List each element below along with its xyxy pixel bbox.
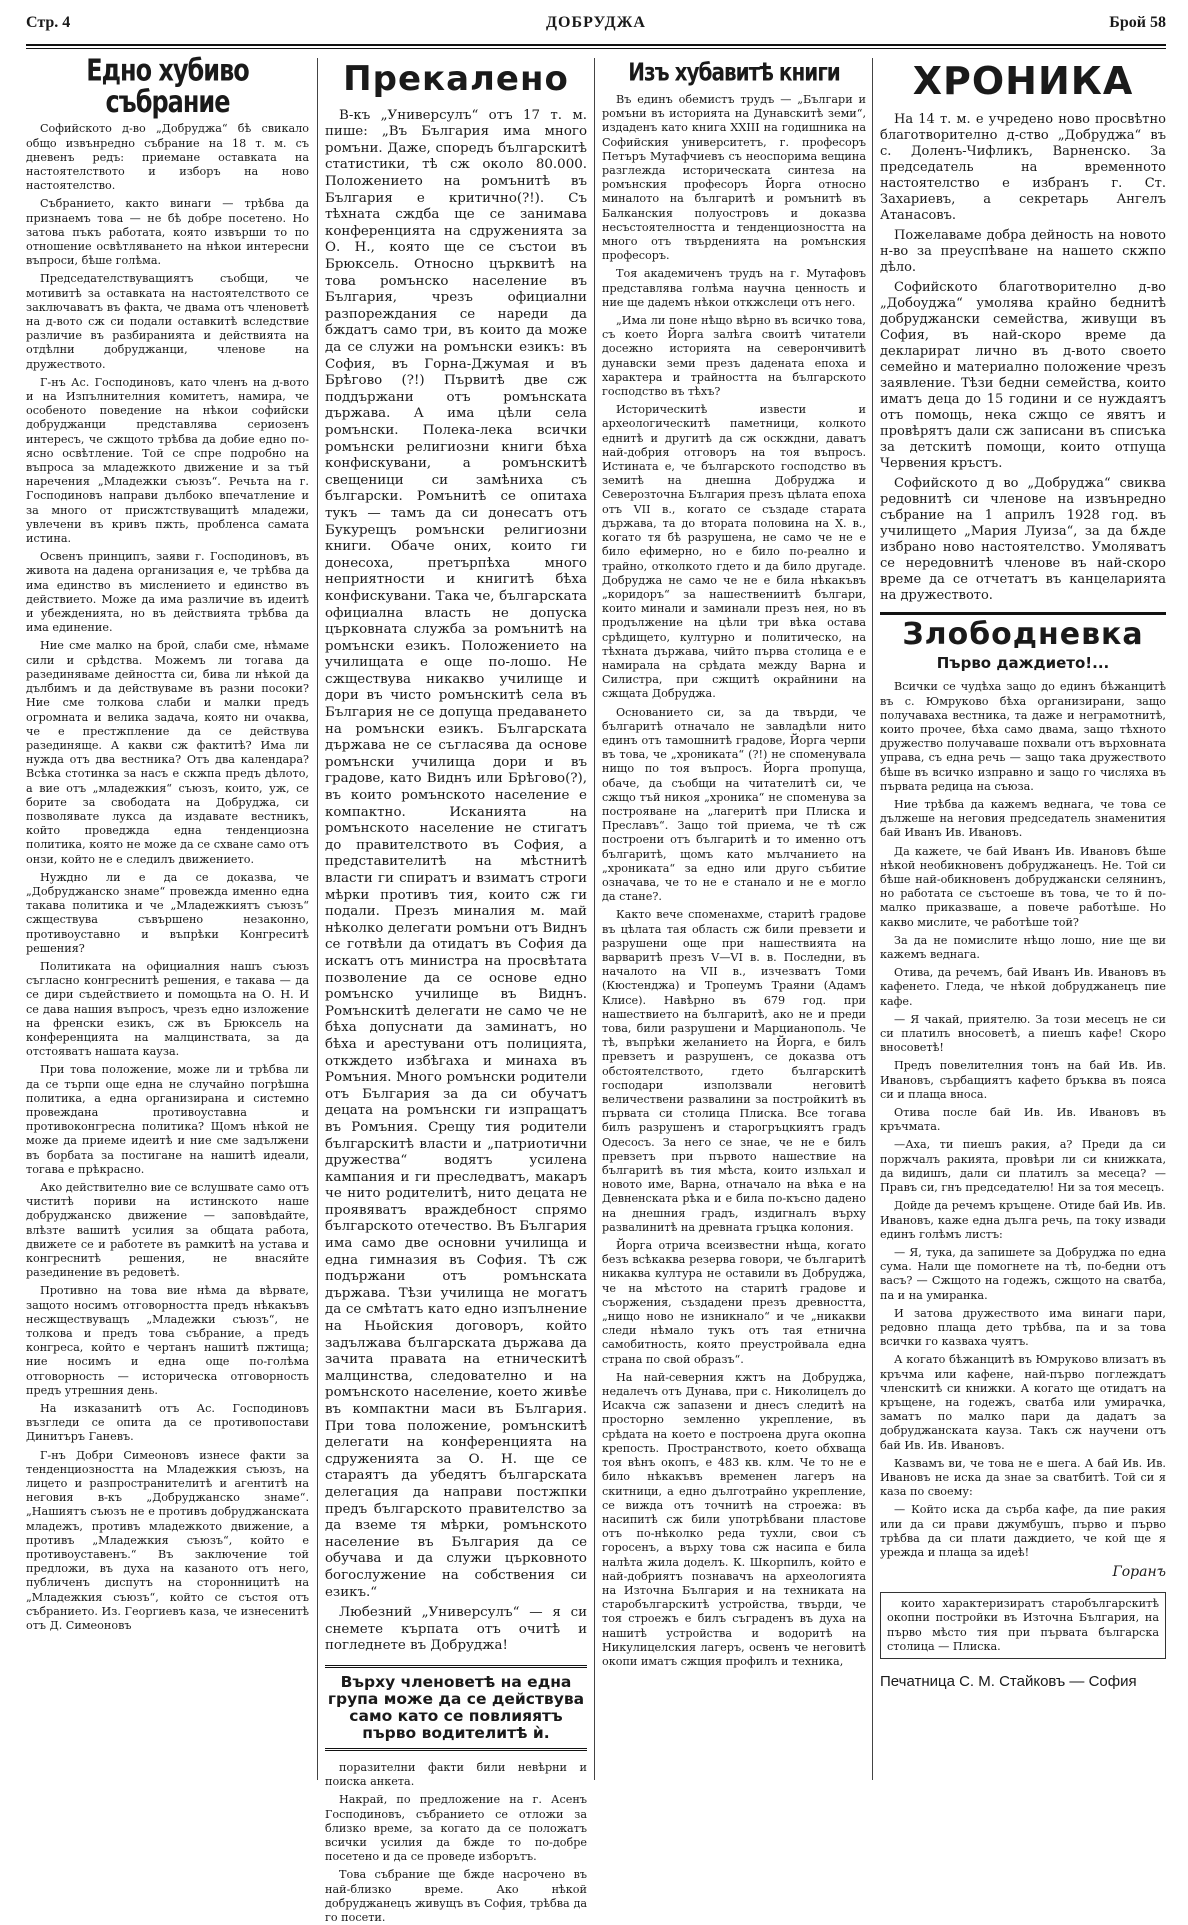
paragraph: — Който иска да сърба кафе, да пие ракия или да си прави джумбушъ, първо и първо трѣбва да си плати даждието, че кой ще я урежда и плаща за идеѣ! (880, 1503, 1166, 1559)
paragraph: Политиката на официалния нашъ съюзъ съгласно конгреснитѣ решения, е такава — да се дири съдействието и помощьта на О. Н. И се дава нашия въпросъ, чрезъ едно изложение на френски езикъ, сж въ Брюксель на конференцията на малцинствата, за да отстояватъ нашата кауза. (26, 959, 309, 1059)
chronicle-body (880, 112, 1166, 604)
paragraph: Софийското д во „Добруджа“ свиква редовнитѣ си членове на извънредно събрание на 1 априлъ 1928 год. въ училището „Мария Луиза“, за да бѫде избрано ново настоятелство. Умоляватъ се нередовнитѣ членове въ най-скоро време да се отчетатъ въ канцеларията на дружеството. (880, 475, 1166, 603)
article-body-sabranie (26, 122, 309, 1633)
paragraph: поразителни факти били невѣрни и поиска анкета. (325, 1760, 587, 1789)
paragraph: —Аха, ти пиешъ ракия, а? Преди да си поржчалъ ракията, провѣри ли си книжката, да видишъ, дали си платилъ за месеца? — Правъ си, гнъ председателю! Ни за тоя месецъ. (880, 1138, 1166, 1195)
paragraph: Ако действително вие се вслушвате само отъ чиститѣ пориви на истинското наше добруджанско движение — заповѣдайте, влѣзте вашитѣ усилия за общата работа, движете се и работете въ рамкитѣ на устава и конгреснитѣ решения, не внасяйте разединение въ редоветѣ. (26, 1181, 309, 1280)
continuation-box (880, 1592, 1166, 1659)
paragraph: които характеризиратъ старобългарскитѣ окопни постройки въ Източна България, на първо мѣсто тия при първата българска столица — Плиска. (887, 1597, 1159, 1653)
section-title-hronika: ХРОНИКА (912, 59, 1134, 103)
paragraph: Това събрание ще бжде насрочено въ най-близко време. Ако нѣкой добруджанецъ живущъ въ София, трѣбва да го посети. (325, 1868, 587, 1924)
column-divider-1 (317, 58, 318, 1780)
paragraph: Освенъ принципъ, заяви г. Господиновъ, въ живота на дадена организация е, че трѣбва да има единство въ мислението и единство въ действието. Може да има различие въ идеитѣ и убежденията, но въ действията трѣбва да има единение. (26, 550, 309, 635)
paragraph: Предъ повелителния тонъ на бай Ив. Ив. Ивановъ, сърбащиятъ кафето бръква въ пояса си и плаща вноса. (880, 1059, 1166, 1101)
paragraph: Всички се чудѣха защо до единъ бѣжанцитѣ въ с. Юмруково бѣха организирани, защо получаваха вестника, та даже и неграмотнитѣ, които прочее, бѣха само двама, защо тѣхното дружество получаваше похвали отъ върховната управа, съ една речь — защо така дружеството бѣше въ всичко изправно и защо го числяха въ първата редица на съюза. (880, 680, 1166, 793)
paragraph: И затова дружеството има винаги пари, редовно плаща дето трѣбва, па и за това всички го казваха чуятъ. (880, 1306, 1166, 1349)
paragraph: На изказанитѣ отъ Ас. Господиновъ възгледи се опита да се противопостави Динитъръ Ганевъ. (26, 1402, 309, 1444)
paragraph: А когато бѣжанцитѣ въ Юмруково влизатъ въ кръчма или кафене, най-първо поглеждатъ членскитѣ си книжки. А когато ще отидатъ на кръщене, на годежъ, сватба или умирачка, заматъ по малко пари да дадатъ за добруджанската кауза. Такъ сж научени отъ бай Ив. Ив. Ивановъ. (880, 1353, 1166, 1452)
paragraph: Да кажете, че бай Иванъ Ив. Ивановъ бѣше нѣкой необикновенъ добруджанецъ. Не. Той си бѣше най-обикновенъ добруджански селянинъ, но работата се състоеше въ това, че то й по-малко приказваше, а повече работѣше. Но какво мислите, че работѣше той? (880, 844, 1166, 929)
paragraph: Любезний „Универсулъ“ — я си снемете кърпата отъ очитѣ и погледнете въ Добруджа! (325, 1605, 587, 1654)
paragraph: Накрай, по предложение на г. Асенъ Господиновъ, събранието се отложи за близко време, за когато да се положатъ всички усилия да бжде то по-добре посетено и да се проведе изборътъ. (325, 1793, 587, 1864)
paragraph: „Има ли поне нѣщо вѣрно въ всичко това, съ което Йорга залѣга своитѣ читатели досежно историята на северончивитѣ дунавски земи презъ дадената епоха и характера и трайността на българското господство въ тѣхъ? (602, 314, 866, 399)
paragraph: На 14 т. м. е учредено ново просвѣтно благотворително д-ство „Добруджа“ въ с. Доленъ-Чифликъ, Варненско. За председатель на временното настоятелство е избранъ г. Ст. Захариевъ, а секретарь Ангелъ Атанасовъ. (880, 111, 1166, 223)
paragraph: — Я, тука, да запишете за Добруджа по една сума. Нали ще помогнете на тѣ, по-бедни отъ васъ? — Сжщото на годежъ, сжщото на сватба, па и на умиранка. (880, 1245, 1166, 1302)
article-title-prekaleno: Прекалено (343, 59, 569, 99)
paragraph: Дойде да речемъ кръщене. Отиде бай Ив. Ив. Ивановъ, каже една дълга речь, па току извади единъ голѣмъ листъ: (880, 1199, 1166, 1241)
section-rule (880, 612, 1166, 615)
paragraph: Тоя академиченъ трудъ на г. Мутафовъ представлява голѣма научна ценность и ние ще дадемъ нѣкои откжслеци отъ него. (602, 267, 866, 309)
article-body-prekaleno (325, 108, 587, 1655)
paragraph: Софийското благотворително д-во „Добоуджа“ умолява крайно беднитѣ добруджански семейства, живущи въ София, въ най-скоро време да декларират лично въ д-вото своето семейно и материално положение чрезъ заявление. Тѣзи бедни семейства, които иматъ деца до 15 години и се нуждаятъ отъ помощь, нека сжщо се явятъ и провѣрятъ дали сж записани въ списъка за детскитѣ помощи, които отпуща Червения кръстъ. (880, 279, 1166, 471)
printer-imprint: Печатница С. М. Стайковъ — София (880, 1672, 1137, 1690)
paragraph: Както вече споменахме, старитѣ градове въ цѣлата тая область сж били превзети и разрушени още при нашествията на варваритѣ презъ V—VI в. в. Последни, въ началото на VII в., изчезватъ Томи (Кюстенджа) и Тропеумъ Траяни (Адамъ Клисе). Навѣрно въ 679 год. при нашествието на българитѣ, ако не и преди това, били разрушени и Марцианополь. Че тѣ, въпрѣки желанието на Йорга, е билъ превзетъ и разрушенъ, се доказва отъ обстоятелството, гдето българскитѣ господари използвали неговитѣ величествени развалини за постройкитѣ въ първата си столица Плиска. Все тогава билъ разрушенъ и старогръцкиятъ градъ Одесосъ. За него се знае, че не е билъ превзетъ при първото нашествие на българитѣ въ тия мѣста, които изльхал и новото име, Варна, отначало на вѣка е на Девненската рѣка и е била по-късно дадено на днешния градъ, издигналъ върху развалинитѣ на древната гръцка колония. (602, 908, 866, 1234)
paragraph: За да не помислите нѣщо лошо, ние ще ви кажемъ веднага. (880, 933, 1166, 962)
article-body-knigi (602, 93, 866, 1669)
paragraph: Г-нъ Ас. Господиновъ, като членъ на д-вото и на Изпълнителния комитетъ, намира, че особеното поведение на нѣкои софийски добруджанци представлява сериозенъ интересъ, че сжщото трѣбва да добие едно по-ясно освѣтление. Той се спре подробно на въпроса за младежкото движение и за тъй наречения „Младежки съюзъ“. Речьта на г. Господиновъ направи дълбоко впечатление и за много от присжтствуващитѣ младежи, увлечени въ кривъ пжть, пробленса самата истина. (26, 375, 309, 546)
paragraph: Ние сме малко на брой, слаби сме, нѣмаме сили и срѣдства. Можемъ ли тогава да разединяваме дейността си, бива ли нѣкой да дълбимъ и да действуваме въ разни посоки? Ние сме толкова слаби и малки предъ огромната и велика задача, която ни очаква, че е престжпление да се действува разединяще. А какви сж фактитѣ? Има ли нужда отъ два вестника? Отъ два календара? Всѣка стотинка за насъ е скжпа предъ дѣлото, а вие отъ „младежкия“ съюзъ, които, уж, се борите за свободата на Добруджа, си позволявате лукса да издавате вестникъ, който проведжда една тенденциозна политика, която не може да се схване само отъ онзи, който не е следилъ движението. (26, 639, 309, 866)
paragraph: Събранието, както винаги — трѣбва да признаемъ това — не бѣ добре посетено. Но затова пъкъ работата, която извърши то по отношение освѣтляването на нѣкои интересни въпроси, бѣше голѣма. (26, 197, 309, 268)
paragraph: — Я чакай, приятелю. За този месецъ не си си платилъ вносоветѣ, а пиешъ кафе! Скоро вносоветѣ! (880, 1012, 1166, 1055)
paragraph: При това положение, може ли и трѣбва ли да се търпи още една не случайно погрѣшна политика, а една организирана и системно провеждана противоуставна и противоконгресна политика? Щомъ нѣкой не може да приеме идеитѣ и ние сме задължени въ борбата за постигане на нашитѣ идеали, тогава е прѣкрасно. (26, 1063, 309, 1176)
column-1 (26, 53, 309, 1780)
paragraph: Софийското д-во „Добруджа“ бѣ свикало общо извънредно събрание на 18 т. м. съ дневенъ редъ: приемане оставката на настоятелството и изборъ на ново настоятелство. (26, 122, 309, 193)
page-header (26, 14, 1166, 44)
paragraph: На най-северния кжтъ на Добруджа, недалечъ отъ Дунава, при с. Николицелъ до Исакча сж запазени и днесъ следитѣ на просторно земленно укрепление, въ срѣдата на което е построена друга окопна крепость. Пространството, което обхваща тоя вѣнъ окопъ, е 483 кв. клм. Че то не е било нѣкакъвъ временен лагеръ на скитници, а едно дълготрайно укрепление, се вижда отъ точнитѣ на строежа: въ насипитѣ сж били употрѣбвани пластове отъ по-нѣколко реда тухли, свои съ горосенъ, а върху това сж насипа е била налѣта жила доделъ. К. Шкорпилъ, който е най-добриятъ познавачъ на археологията на Източна България и на техниката на старобългарскитѣ устройства, твърди, че тоя строежъ е билъ съграденъ въ духа на нашитѣ устройства и водоритѣ на Никулицелския лагеръ, освенъ че неговитѣ окопи иматъ сжщия профилъ и техника, (602, 1370, 866, 1668)
paragraph: Нуждно ли е да се доказва, че „Добруджанско знаме“ провежда именно една такава политика и че „Младежкиятъ съюзъ“ сжществува съвършено незаконно, противоуставно и въпрѣки Конгреситѣ решения? (26, 870, 309, 955)
paragraph: Основанието си, за да твърди, че българитѣ отначало не завладѣли нито единъ отъ тамошнитѣ градове, Йорга черпи въ това, че „хрониката“ (?!) не споменувала нищо по тоя въпросъ. Йорга пропуща, обаче, да съобщи на читателитѣ си, че сжщо тъй никоя „хроника“ не споменува за построяване на „лагеритѣ при Плиска и Преславъ“. Защо той приема, че тѣ сж построени отъ българитѣ и то именно отъ българитѣ, щомъ като мълчанието на „хрониката“ за едно или друго събитие означава, че то не е станало и не е могло да стане?. (602, 705, 866, 904)
article-continuation (325, 1761, 587, 1925)
paragraph: Г-нъ Добри Симеоновъ изнесе факти за тенденциозността на Младежкия съюзъ, на лицето и разпространителитѣ и агентитѣ на неговия в-къ „Добруджанско знаме“. „Нашиятъ съюзъ не е противъ добруджанската младежъ, противъ младежкото движение, а противъ „Младежкия съюзъ“, който е противоуставенъ.“ Въ заключение той предложи, въ духа на казаното отъ него, публиченъ диспутъ на сторонницитѣ на „Младежкия съюзъ“, който се състоя отъ събранието. Из. Георгиевъ каза, че изнесенитѣ отъ Д. Симеоновъ (26, 1448, 309, 1633)
article-title-knigi: Изъ хубавитѣ книги (628, 56, 840, 87)
feuilleton-subtitle: Първо даждието!... (936, 654, 1110, 673)
column-4 (880, 58, 1166, 1780)
paragraph: Въ единъ обемистъ трудъ — „Българи и ромъни въ историята на Дунавскитѣ земи“, издаденъ като книга XXIII на годишника на Софийския университетъ, г. професоръ Петъръ Мутафчиевъ съ неоспорима вещина разглежда историческата синтеза на ромънския професоръ Йорга относно миналото на българитѣ и ромънитѣ въ Балканския полуостровъ и доказва несъстоятелността и тенденциозността на много отъ твърденията на ромънския професоръ. (602, 93, 866, 263)
paragraph: Ние трѣбва да кажемъ веднага, че това се дължеше на неговия председатель знаменития бай Иванъ Ив. Ивановъ. (880, 798, 1166, 840)
column-2 (325, 58, 587, 1924)
paragraph: Противно на това вие нѣма да вѣрвате, защото носимъ отговорността предъ нѣкакъвъ несжществуващъ „Младежки съюзъ“, не толкова и предъ това събрание, а предъ конгреса, който е чертанъ нашитѣ пжтища; ние носимъ и една още по-голѣма отговорность — историческа отговорность предъ утрешния день. (26, 1284, 309, 1397)
header-rule (26, 44, 1166, 46)
column-divider-3 (872, 58, 873, 1780)
column-divider-2 (594, 58, 595, 1780)
paragraph: Йорга отрича всеизвестни нѣща, когато безъ всѣкаква резерва говори, че българитѣ никаква култура не оставили въ Добруджа, че на мѣстото на старитѣ градове и съоржения, създадени презъ древността, „нищо ново не изникнало“ и че „никакви следи нѣмало тукъ отъ тая етнична самобитность, която преустройвала една страна по свой образъ“. (602, 1239, 866, 1366)
newspaper-page (26, 0, 1166, 1924)
feuilleton-body (880, 680, 1166, 1580)
paragraph: Председателствуващиятъ съобщи, че мотивитѣ за оставката на настоятелството се заключаватъ въ факта, че двама отъ членоветѣ на д-вото сж си подали оставкитѣ вследствие различие въ разбиранията и действията на отдѣлни добруджанци, членове на дружеството. (26, 272, 309, 371)
paragraph: Отива после бай Ив. Ив. Ивановъ въ кръчмата. (880, 1106, 1166, 1134)
article-title-sabranie: Едно хубиво събрание (86, 53, 249, 120)
issue-number: Брой 58 (1109, 14, 1166, 31)
paragraph: В-къ „Универсулъ“ отъ 17 т. м. пише: „Въ България има много ромъни. Даже, споредъ българскитѣ статистики, тѣ сж около 80.000. Положението на ромънитѣ въ България е критично(?!). Съ тѣхната сждба ще се занимава конференцията на сдруженията за О. Н., която ще се състои въ Брюксель. Относно църквитѣ на това ромънско население въ България, чрезъ официални разпореждания се нареди да бждатъ само три, въ които да може да се служи на ромънски езикъ: въ София, въ Горна-Джумая и въ Брѣгово (?!) Първитѣ две сж поддържани отъ ромънската държава. А има цѣли села ромънски. Полека-лека всички ромънски религиозни книги бѣха конфискувани, а ромънскитѣ свещеници си замѣниха съ български. Ромънитѣ се опитаха тукъ — тамъ да си донесатъ отъ Букурещъ ромънски религиозни книги. Обаче оних, които ги донесоха, претърпѣха много неприятности и книгитѣ бѣха конфискувани. Така че, българската официална власть не допуска църковната служба за ромънитѣ на ромънски езикъ. Положението на училищата е още по-лошо. Не сжществува никакво училище и дори въ чисто ромънскитѣ села въ България не се допуща предаването на ромънски езикъ. Българската държава не се съгласява да основе ромънски училища дори и въ градове, като Виднъ или Брѣгово(?), въ които ромънското население е компактно. Исканията на ромънското население не стигатъ до правителството въ София, а представителитѣ на мѣстнитѣ власти ги спиратъ и взиматъ строги мѣрки противъ тия, които сж ги подали. Презъ миналия м. май нѣколко делегати ромъни отъ Виднъ се готвѣли да отидатъ въ София да искатъ отъ министра на просвѣтата позволение да се основе едно ромънско училище въ Виднъ. Ромънскитѣ делегати не само че не бѣха допуснати да заминатъ, но бѣха и арестувани отъ полицията, откждето избѣгаха и минаха въ Ромъния. Много ромънски родители отъ България за да си обучатъ децата на ромънски ги изпращатъ въ Ромъния. Срещу тия родители българскитѣ власти и „патриотични дружества“ водятъ усилена кампания и ги преследватъ, макаръ че нито родителитѣ, нито децата не проявяватъ враждебност спрямо българското отечество. Въ България има само две основни училища и една гимназия въ София. Тѣ сж подържани отъ ромънската държава. Тѣзи училища не могатъ да се смѣтатъ като едно изпълнение на Ньойския договоръ, който задължава българската държава да зачита правата на етническитѣ малцинства, следователно и на ромънското население, което живѣе въ компактни маси въ България. При това положение, ромънскитѣ делегати на конференцията на сдруженията за О. Н. ще се стараятъ да убедятъ българската делегация да направи постжпки предъ българското правителство за да вземе тя мѣрки, ромънското население въ България да се обучава и да служи църковното богослужение на собствения си езикъ.“ (325, 107, 587, 1600)
author-signature: Горанъ (1112, 1564, 1166, 1581)
section-title-zlobodnevka: Злободневка (902, 616, 1144, 652)
column-3 (602, 58, 866, 1780)
header-rule-thin (26, 48, 1166, 49)
paragraph: Пожелаваме добра дейность на новото н-во за преуспѣване на нашето скжпо дѣло. (880, 227, 1166, 275)
page-number: Стр. 4 (26, 14, 71, 31)
paper-title: ДОБРУДЖА (546, 14, 646, 31)
paragraph: Казвамъ ви, че това не е шега. А бай Ив. Ив. Ивановъ не иска да знае за сватбитѣ. Той си я каза по своему: (880, 1456, 1166, 1499)
paragraph: Историческитѣ извести и археологическитѣ паметници, колкото еднитѣ и другитѣ да сж оскждни, даватъ най-добрия отговоръ на тоя въпросъ. Истината е, че българското господство въ земитѣ на днешна Добруджа и Северозточна България презъ цѣлата епоха отъ VII в., когато се създаде старата държава, та до втората половина на X. в., когато тя бѣ разрушена, не само че не е било ефимерно, но е било по-реално и трайно, отколкото гдето и да било другаде. Добруджа не само че не е била нѣкакъвъ „коридоръ“ за нашествениитѣ българи, които минали и заминали презъ нея, но въ продължение на цѣли три вѣка остава срѣдището, културно и политическо, на тѣхната държава, чийто първа столица е е намирала на срѣдата между Варна и Силистра, при сжщитѣ окрайнини на сжщата Добруджа. (602, 403, 866, 701)
callout-headline: Върху членоветѣ на една група може да се действува само като се повлияятъ първо водителитѣ ѝ. (325, 1665, 587, 1751)
paragraph: Отива, да речемъ, бай Иванъ Ив. Ивановъ въ кафенето. Гледа, че нѣкой добруджанецъ пие кафе. (880, 966, 1166, 1008)
